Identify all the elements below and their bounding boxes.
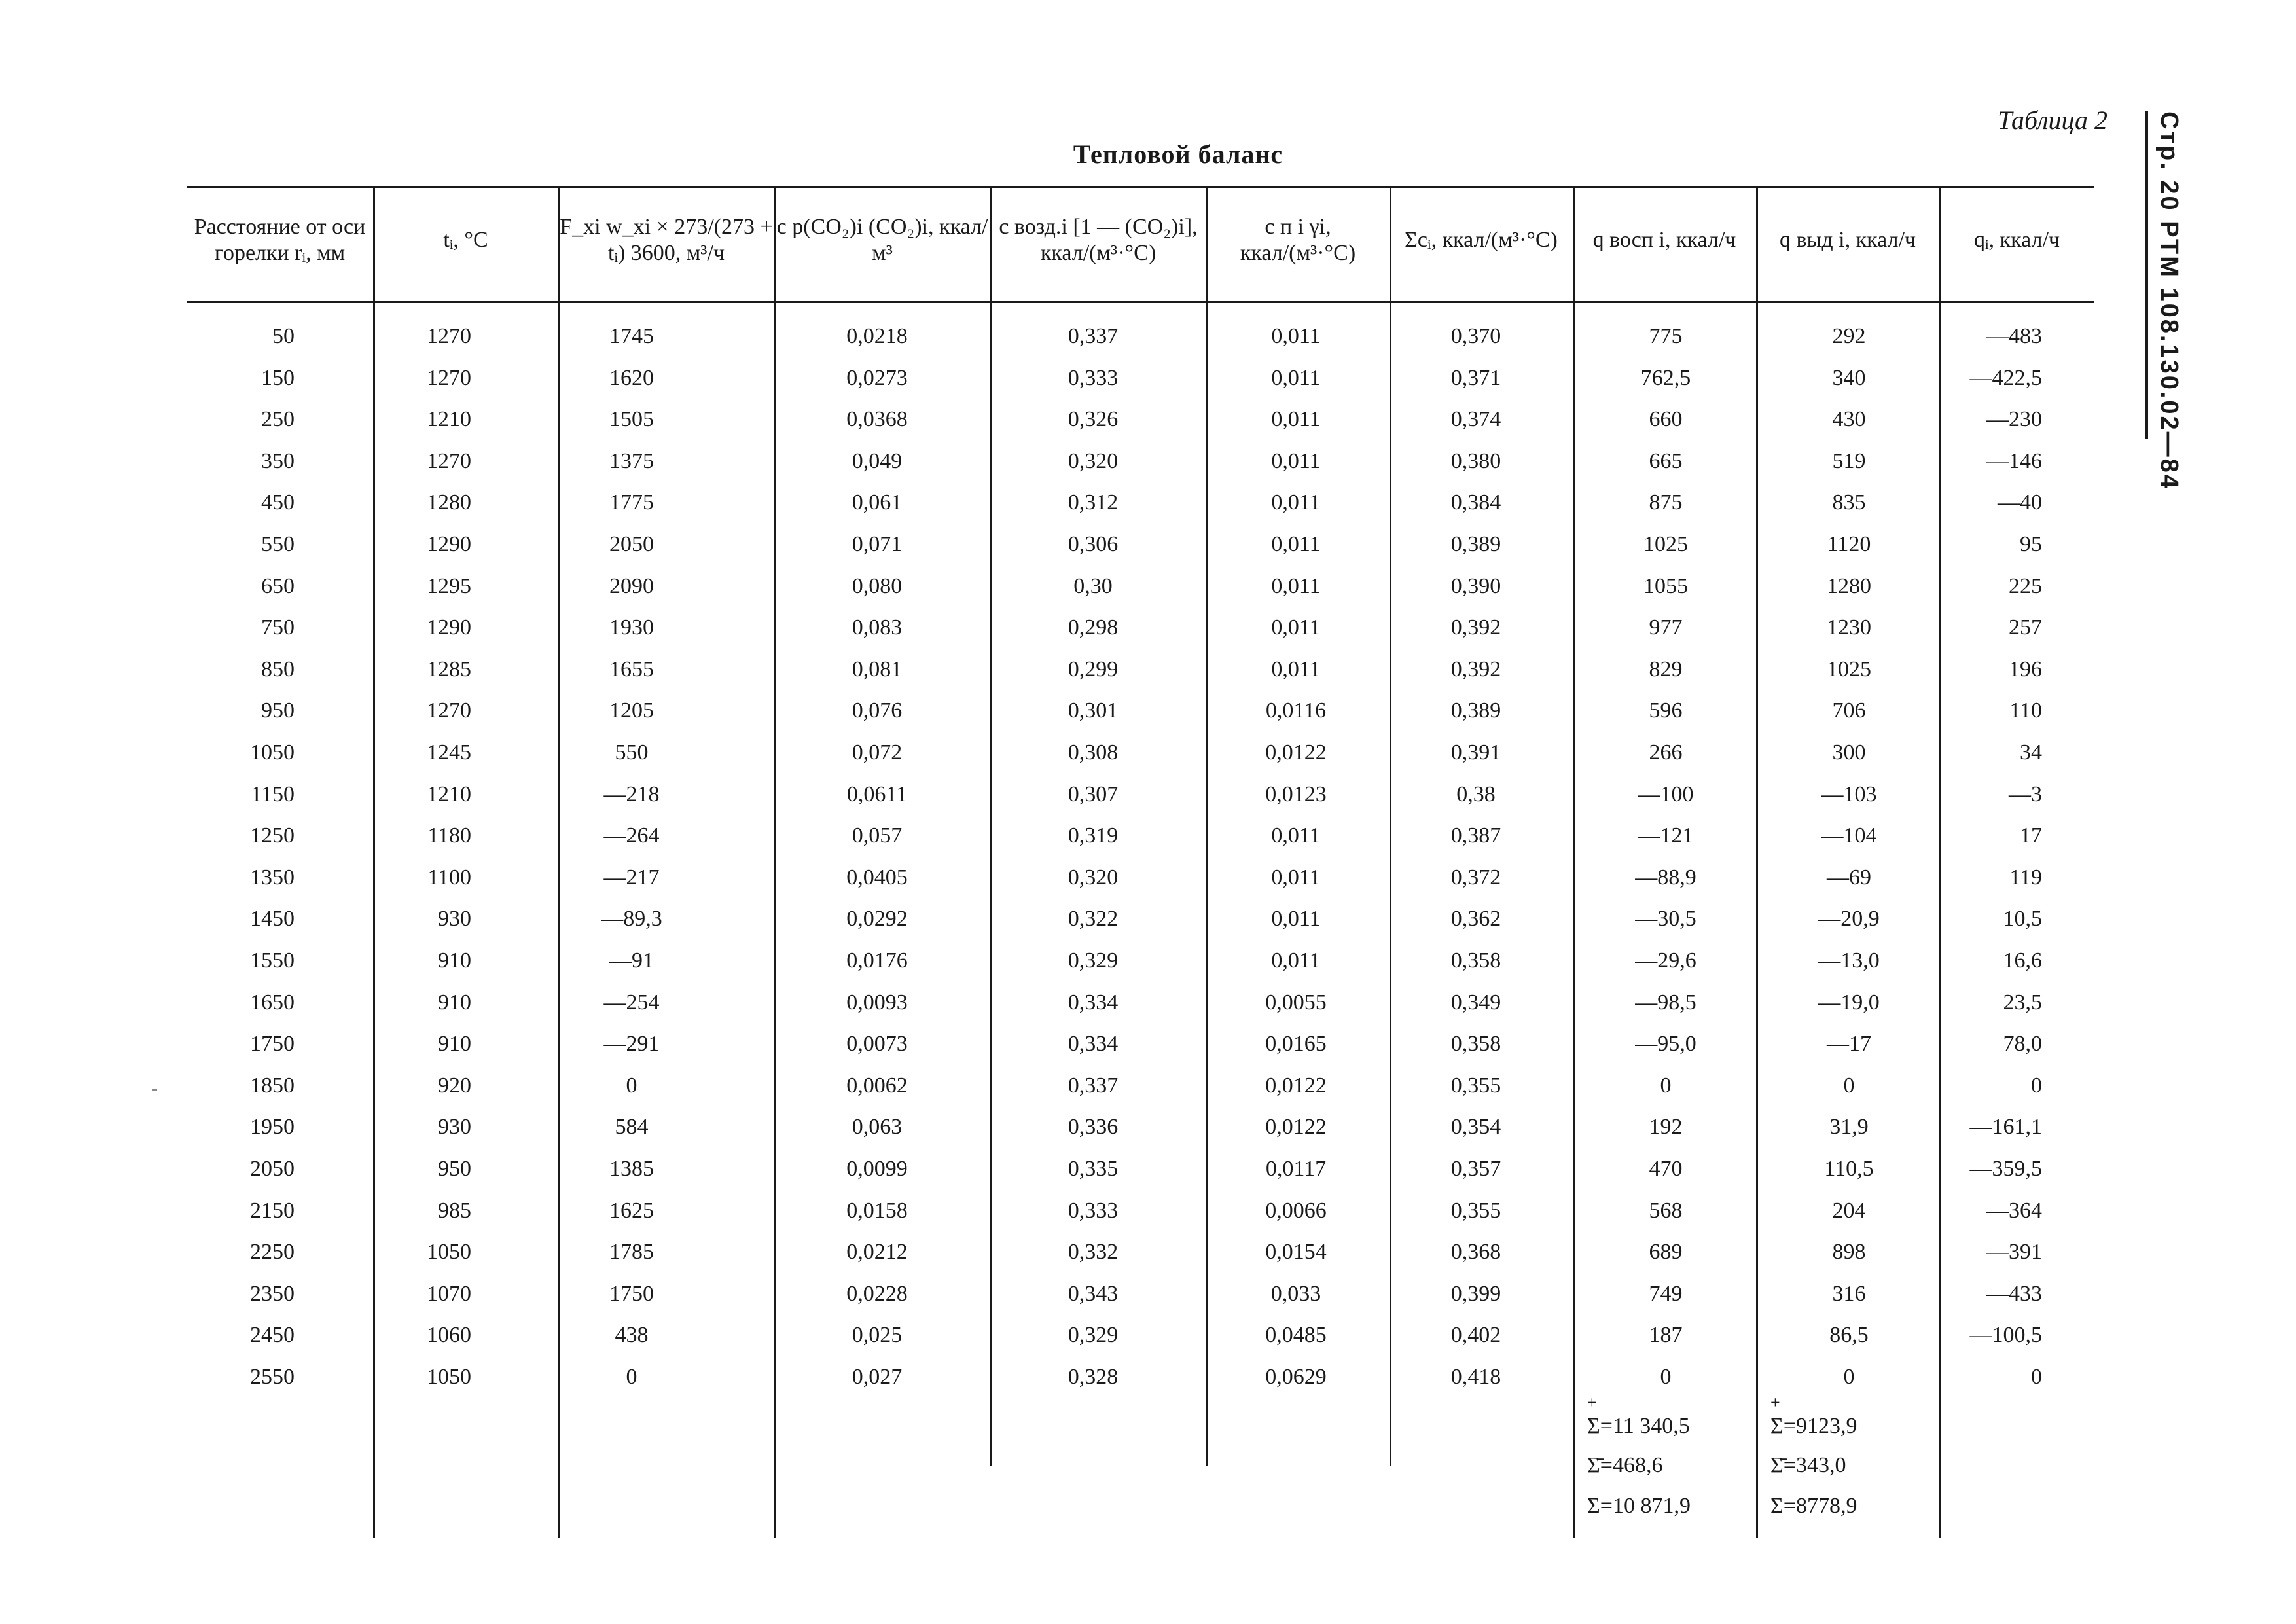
cell-q-received: 0	[1660, 1074, 1672, 1098]
cell-c-particles: 0,011	[1271, 490, 1321, 514]
cell-cp-co2: 0,0176	[846, 948, 908, 973]
sum-total: Σ=9123,9	[1770, 1414, 1857, 1438]
cell-q-released: 204	[1832, 1199, 1866, 1223]
cell-c-particles: 0,0117	[1265, 1157, 1327, 1181]
cell-c-air: 0,343	[1067, 1282, 1119, 1306]
cell-q: 34	[2020, 740, 2042, 765]
cell-c-particles: 0,0122	[1265, 740, 1327, 765]
column-divider	[373, 186, 375, 1538]
cell-cp-co2: 0,076	[852, 698, 903, 723]
cell-flow: —291	[603, 1032, 660, 1056]
cell-cp-co2: 0,0292	[846, 907, 908, 931]
cell-cp-co2: 0,071	[852, 532, 903, 556]
cell-q-released: 0	[1843, 1074, 1855, 1098]
cell-q-released: 430	[1832, 407, 1866, 431]
cell-flow: 438	[615, 1323, 649, 1347]
cell-temperature: 920	[438, 1074, 471, 1098]
column-divider	[1390, 186, 1391, 1466]
cell-q-received: 187	[1649, 1323, 1683, 1347]
cell-flow: 1505	[609, 407, 654, 431]
cell-flow: 1745	[609, 324, 654, 348]
cell-cp-co2: 0,0218	[846, 324, 908, 348]
cell-flow: 550	[615, 740, 649, 765]
cell-distance: 150	[261, 366, 295, 390]
cell-sum-c: 0,355	[1450, 1074, 1501, 1098]
cell-q: —3	[2009, 782, 2042, 806]
cell-c-air: 0,337	[1067, 1074, 1119, 1098]
cell-q: 257	[2009, 615, 2042, 640]
sum-mean: Σ̄=468,6	[1587, 1453, 1663, 1477]
cell-temperature: 1070	[427, 1282, 471, 1306]
cell-q-released: —19,0	[1818, 990, 1880, 1015]
cell-q: —146	[1986, 449, 2042, 473]
cell-q-received: —95,0	[1635, 1032, 1696, 1056]
cell-q-received: 977	[1649, 615, 1683, 640]
cell-q-received: 1025	[1643, 532, 1688, 556]
cell-temperature: 1290	[427, 532, 471, 556]
cell-q-released: —103	[1821, 782, 1877, 806]
cell-c-particles: 0,011	[1271, 574, 1321, 598]
header-flow: F_xi w_xi × 273/(273 + tᵢ) 3600, м³/ч	[560, 215, 773, 265]
cell-cp-co2: 0,0212	[846, 1240, 908, 1264]
cell-q-received: 749	[1649, 1282, 1683, 1306]
cell-cp-co2: 0,063	[852, 1115, 903, 1139]
cell-q-received: —88,9	[1635, 865, 1696, 890]
cell-flow: —218	[603, 782, 660, 806]
cell-temperature: 1285	[427, 657, 471, 681]
cell-flow: 1785	[609, 1240, 654, 1264]
cell-q-released: 706	[1832, 698, 1866, 723]
cell-q-received: 775	[1649, 324, 1683, 348]
cell-q-received: —30,5	[1635, 907, 1696, 931]
cell-c-particles: 0,011	[1271, 449, 1321, 473]
cell-q-received: 665	[1649, 449, 1683, 473]
cell-q-released: 898	[1832, 1240, 1866, 1264]
cell-c-air: 0,334	[1067, 990, 1119, 1015]
cell-cp-co2: 0,049	[852, 449, 903, 473]
cell-c-air: 0,320	[1067, 865, 1119, 890]
cell-q-released: —20,9	[1818, 907, 1880, 931]
cell-sum-c: 0,357	[1450, 1157, 1501, 1181]
cell-q: —100,5	[1969, 1323, 2042, 1347]
cell-c-air: 0,322	[1067, 907, 1119, 931]
cell-distance: 250	[261, 407, 295, 431]
cell-sum-c: 0,380	[1450, 449, 1501, 473]
cell-sum-c: 0,354	[1450, 1115, 1501, 1139]
header-cp-co2: c p(CO₂)i (CO₂)i, ккал/м³	[776, 215, 988, 265]
cell-q-received: 875	[1649, 490, 1683, 514]
cell-q: —364	[1986, 1199, 2042, 1223]
cell-q: 95	[2020, 532, 2042, 556]
cell-temperature: 1060	[427, 1323, 471, 1347]
header-bottom-rule	[187, 301, 2094, 303]
cell-q-received: 689	[1649, 1240, 1683, 1264]
cell-c-particles: 0,0485	[1265, 1323, 1327, 1347]
cell-c-air: 0,334	[1067, 1032, 1119, 1056]
cell-sum-c: 0,358	[1450, 948, 1501, 973]
cell-sum-c: 0,370	[1450, 324, 1501, 348]
cell-cp-co2: 0,0099	[846, 1157, 908, 1181]
cell-q: 0	[2031, 1074, 2042, 1098]
cell-q-released: 292	[1832, 324, 1866, 348]
cell-c-particles: 0,011	[1271, 615, 1321, 640]
cell-temperature: 1050	[427, 1365, 471, 1389]
sum-net: Σ=8778,9	[1770, 1494, 1857, 1518]
cell-sum-c: 0,349	[1450, 990, 1501, 1015]
cell-q-released: 86,5	[1829, 1323, 1869, 1347]
cell-temperature: 1100	[427, 865, 471, 890]
sum-plus-marker: +	[1770, 1393, 1780, 1412]
cell-flow: 1205	[609, 698, 654, 723]
cell-q: —40	[1998, 490, 2042, 514]
cell-cp-co2: 0,0228	[846, 1282, 908, 1306]
cell-q: 225	[2009, 574, 2042, 598]
cell-flow: 2050	[609, 532, 654, 556]
cell-cp-co2: 0,061	[852, 490, 903, 514]
cell-q-released: 31,9	[1829, 1115, 1869, 1139]
cell-c-particles: 0,011	[1271, 907, 1321, 931]
cell-flow: 1655	[609, 657, 654, 681]
cell-c-particles: 0,0165	[1265, 1032, 1327, 1056]
cell-cp-co2: 0,0273	[846, 366, 908, 390]
cell-q: 78,0	[2003, 1032, 2042, 1056]
cell-q: —422,5	[1969, 366, 2042, 390]
cell-temperature: 1245	[427, 740, 471, 765]
column-divider	[774, 186, 776, 1538]
header-q-released: q выд i, ккал/ч	[1779, 228, 1916, 252]
column-divider	[1206, 186, 1208, 1466]
cell-q-received: 568	[1649, 1199, 1683, 1223]
cell-temperature: 1270	[427, 366, 471, 390]
cell-q: 23,5	[2003, 990, 2042, 1015]
cell-c-particles: 0,011	[1271, 532, 1321, 556]
cell-q: 17	[2020, 823, 2042, 848]
cell-flow: 1625	[609, 1199, 654, 1223]
cell-distance: 450	[261, 490, 295, 514]
cell-c-air: 0,328	[1067, 1365, 1119, 1389]
cell-distance: 1550	[250, 948, 295, 973]
cell-q-received: —98,5	[1635, 990, 1696, 1015]
cell-sum-c: 0,402	[1450, 1323, 1501, 1347]
cell-c-particles: 0,0629	[1265, 1365, 1327, 1389]
cell-q: —161,1	[1969, 1115, 2042, 1139]
cell-distance: 2050	[250, 1157, 295, 1181]
cell-distance: 1850	[250, 1074, 295, 1098]
column-divider	[558, 186, 560, 1538]
cell-q-received: 660	[1649, 407, 1683, 431]
cell-q: —433	[1986, 1282, 2042, 1306]
scan-speck	[152, 1089, 157, 1091]
cell-q: 0	[2031, 1365, 2042, 1389]
page-reference: Стр. 20 РТМ 108.130.02—84	[2155, 111, 2183, 490]
cell-c-air: 0,333	[1067, 1199, 1119, 1223]
header-c-air: c возд.i [1 — (CO₂)i], ккал/(м³·°C)	[999, 215, 1198, 265]
cell-c-air: 0,299	[1067, 657, 1119, 681]
cell-distance: 2250	[250, 1240, 295, 1264]
cell-q-received: 470	[1649, 1157, 1683, 1181]
cell-cp-co2: 0,025	[852, 1323, 903, 1347]
cell-cp-co2: 0,0062	[846, 1074, 908, 1098]
cell-q-released: 1025	[1827, 657, 1871, 681]
cell-c-particles: 0,011	[1271, 823, 1321, 848]
cell-distance: 1750	[250, 1032, 295, 1056]
cell-sum-c: 0,372	[1450, 865, 1501, 890]
cell-temperature: 930	[438, 1115, 471, 1139]
cell-c-particles: 0,0122	[1265, 1115, 1327, 1139]
cell-q-received: 0	[1660, 1365, 1672, 1389]
cell-flow: —217	[603, 865, 660, 890]
cell-flow: 1375	[609, 449, 654, 473]
sum-net: Σ=10 871,9	[1587, 1494, 1691, 1518]
cell-c-particles: 0,0055	[1265, 990, 1327, 1015]
cell-flow: —89,3	[601, 907, 662, 931]
cell-distance: 50	[272, 324, 295, 348]
column-divider	[1756, 186, 1758, 1538]
table-top-rule	[187, 186, 2094, 188]
side-rule	[2145, 111, 2148, 439]
cell-c-particles: 0,011	[1271, 407, 1321, 431]
cell-c-particles: 0,011	[1271, 948, 1321, 973]
cell-c-air: 0,301	[1067, 698, 1119, 723]
cell-distance: 1950	[250, 1115, 295, 1139]
cell-q-released: —69	[1827, 865, 1871, 890]
cell-distance: 550	[261, 532, 295, 556]
sum-mean: Σ̄=343,0	[1770, 1453, 1846, 1477]
cell-temperature: 1050	[427, 1240, 471, 1264]
cell-distance: 850	[261, 657, 295, 681]
cell-temperature: 910	[438, 948, 471, 973]
cell-sum-c: 0,392	[1450, 657, 1501, 681]
sum-plus-marker: +	[1587, 1393, 1597, 1412]
cell-c-air: 0,332	[1067, 1240, 1119, 1264]
header-q-received: q восп i, ккал/ч	[1592, 228, 1736, 252]
cell-c-air: 0,329	[1067, 1323, 1119, 1347]
cell-q: 16,6	[2003, 948, 2042, 973]
cell-cp-co2: 0,0158	[846, 1199, 908, 1223]
cell-cp-co2: 0,0368	[846, 407, 908, 431]
cell-flow: —264	[603, 823, 660, 848]
cell-cp-co2: 0,0611	[846, 782, 908, 806]
cell-distance: 2350	[250, 1282, 295, 1306]
cell-c-particles: 0,033	[1270, 1282, 1321, 1306]
cell-q-released: 0	[1843, 1365, 1855, 1389]
cell-temperature: 1210	[427, 407, 471, 431]
cell-cp-co2: 0,072	[852, 740, 903, 765]
header-sum-c: Σcᵢ, ккал/(м³·°C)	[1405, 228, 1558, 252]
sum-total: Σ=11 340,5	[1587, 1414, 1690, 1438]
cell-sum-c: 0,374	[1450, 407, 1501, 431]
cell-q-received: 829	[1649, 657, 1683, 681]
cell-sum-c: 0,418	[1450, 1365, 1501, 1389]
cell-q-released: 300	[1832, 740, 1866, 765]
cell-q-received: 1055	[1643, 574, 1688, 598]
cell-q-received: —100	[1638, 782, 1694, 806]
cell-cp-co2: 0,083	[852, 615, 903, 640]
cell-q-released: —104	[1821, 823, 1877, 848]
header-distance: Расстояние от оси горелки rᵢ, мм	[194, 215, 366, 265]
cell-q-received: —29,6	[1635, 948, 1696, 973]
cell-c-particles: 0,0122	[1265, 1074, 1327, 1098]
cell-q-released: 835	[1832, 490, 1866, 514]
cell-temperature: 1270	[427, 324, 471, 348]
cell-q-received: —121	[1638, 823, 1694, 848]
cell-sum-c: 0,355	[1450, 1199, 1501, 1223]
cell-sum-c: 0,392	[1450, 615, 1501, 640]
cell-q-released: —17	[1827, 1032, 1871, 1056]
cell-c-air: 0,336	[1067, 1115, 1119, 1139]
cell-q-released: 1230	[1827, 615, 1871, 640]
cell-cp-co2: 0,057	[852, 823, 903, 848]
cell-sum-c: 0,399	[1450, 1282, 1501, 1306]
cell-sum-c: 0,389	[1450, 698, 1501, 723]
cell-distance: 1450	[250, 907, 295, 931]
cell-sum-c: 0,384	[1450, 490, 1501, 514]
cell-q-received: 762,5	[1640, 366, 1691, 390]
cell-flow: 0	[626, 1365, 637, 1389]
cell-sum-c: 0,387	[1450, 823, 1501, 848]
cell-c-air: 0,319	[1067, 823, 1119, 848]
cell-sum-c: 0,391	[1450, 740, 1501, 765]
cell-c-particles: 0,011	[1271, 366, 1321, 390]
cell-flow: —91	[609, 948, 654, 973]
cell-distance: 2450	[250, 1323, 295, 1347]
cell-c-air: 0,320	[1067, 449, 1119, 473]
cell-c-particles: 0,0123	[1265, 782, 1327, 806]
cell-temperature: 1280	[427, 490, 471, 514]
cell-c-air: 0,298	[1067, 615, 1119, 640]
cell-cp-co2: 0,081	[852, 657, 903, 681]
cell-temperature: 1295	[427, 574, 471, 598]
cell-q: 119	[2009, 865, 2042, 890]
cell-temperature: 910	[438, 990, 471, 1015]
cell-c-particles: 0,0066	[1265, 1199, 1327, 1223]
cell-sum-c: 0,358	[1450, 1032, 1501, 1056]
cell-c-particles: 0,011	[1271, 657, 1321, 681]
cell-distance: 1050	[250, 740, 295, 765]
cell-cp-co2: 0,0093	[846, 990, 908, 1015]
cell-temperature: 950	[438, 1157, 471, 1181]
cell-q: —359,5	[1969, 1157, 2042, 1181]
cell-q-received: 596	[1649, 698, 1683, 723]
column-divider	[990, 186, 992, 1466]
cell-c-air: 0,333	[1067, 366, 1119, 390]
cell-sum-c: 0,362	[1450, 907, 1501, 931]
cell-distance: 1650	[250, 990, 295, 1015]
cell-sum-c: 0,390	[1450, 574, 1501, 598]
cell-distance: 1150	[251, 782, 295, 806]
cell-flow: 1620	[609, 366, 654, 390]
cell-temperature: 930	[438, 907, 471, 931]
cell-cp-co2: 0,027	[852, 1365, 903, 1389]
cell-q-received: 192	[1649, 1115, 1683, 1139]
header-c-particles: c п i γi, ккал/(м³·°C)	[1240, 215, 1356, 265]
cell-c-air: 0,312	[1067, 490, 1119, 514]
cell-q: 196	[2009, 657, 2042, 681]
cell-temperature: 1210	[427, 782, 471, 806]
cell-q: 10,5	[2003, 907, 2042, 931]
cell-c-air: 0,329	[1067, 948, 1119, 973]
cell-q-released: 316	[1832, 1282, 1866, 1306]
cell-distance: 750	[261, 615, 295, 640]
cell-temperature: 985	[438, 1199, 471, 1223]
cell-flow: 1385	[609, 1157, 654, 1181]
cell-q-released: 519	[1832, 449, 1866, 473]
cell-flow: 2090	[609, 574, 654, 598]
cell-q-released: 1120	[1827, 532, 1871, 556]
cell-cp-co2: 0,080	[852, 574, 903, 598]
cell-sum-c: 0,389	[1450, 532, 1501, 556]
cell-distance: 1250	[250, 823, 295, 848]
header-temperature: tᵢ, °C	[443, 228, 488, 252]
cell-flow: —254	[603, 990, 660, 1015]
cell-flow: 1930	[609, 615, 654, 640]
cell-temperature: 910	[438, 1032, 471, 1056]
cell-c-air: 0,326	[1067, 407, 1119, 431]
cell-q: —230	[1986, 407, 2042, 431]
table-title: Тепловой баланс	[1073, 139, 1283, 169]
cell-distance: 2550	[250, 1365, 295, 1389]
cell-q-released: 110,5	[1824, 1157, 1874, 1181]
cell-cp-co2: 0,0405	[846, 865, 908, 890]
cell-q-released: 1280	[1827, 574, 1871, 598]
column-divider	[1573, 186, 1575, 1538]
cell-c-particles: 0,0154	[1265, 1240, 1327, 1264]
cell-flow: 0	[626, 1074, 637, 1098]
cell-cp-co2: 0,0073	[846, 1032, 908, 1056]
cell-sum-c: 0,371	[1450, 366, 1501, 390]
header-q: qᵢ, ккал/ч	[1974, 228, 2060, 252]
cell-q-received: 266	[1649, 740, 1683, 765]
cell-temperature: 1180	[427, 823, 471, 848]
cell-q-released: —13,0	[1818, 948, 1880, 973]
cell-sum-c: 0,38	[1456, 782, 1496, 806]
cell-temperature: 1270	[427, 698, 471, 723]
cell-temperature: 1270	[427, 449, 471, 473]
cell-q: 110	[2009, 698, 2042, 723]
table-label: Таблица 2	[1998, 105, 2108, 135]
cell-q-released: 340	[1832, 366, 1866, 390]
cell-flow: 584	[615, 1115, 649, 1139]
cell-c-particles: 0,011	[1271, 865, 1321, 890]
cell-q: —391	[1986, 1240, 2042, 1264]
cell-temperature: 1290	[427, 615, 471, 640]
cell-distance: 950	[261, 698, 295, 723]
cell-c-particles: 0,011	[1271, 324, 1321, 348]
cell-distance: 2150	[250, 1199, 295, 1223]
cell-sum-c: 0,368	[1450, 1240, 1501, 1264]
cell-distance: 1350	[250, 865, 295, 890]
cell-c-air: 0,30	[1073, 574, 1113, 598]
cell-q: —483	[1986, 324, 2042, 348]
cell-flow: 1775	[609, 490, 654, 514]
cell-flow: 1750	[609, 1282, 654, 1306]
cell-c-air: 0,306	[1067, 532, 1119, 556]
cell-c-air: 0,337	[1067, 324, 1119, 348]
cell-c-air: 0,307	[1067, 782, 1119, 806]
cell-distance: 650	[261, 574, 295, 598]
cell-distance: 350	[261, 449, 295, 473]
cell-c-air: 0,335	[1067, 1157, 1119, 1181]
cell-c-particles: 0,0116	[1265, 698, 1327, 723]
cell-c-air: 0,308	[1067, 740, 1119, 765]
